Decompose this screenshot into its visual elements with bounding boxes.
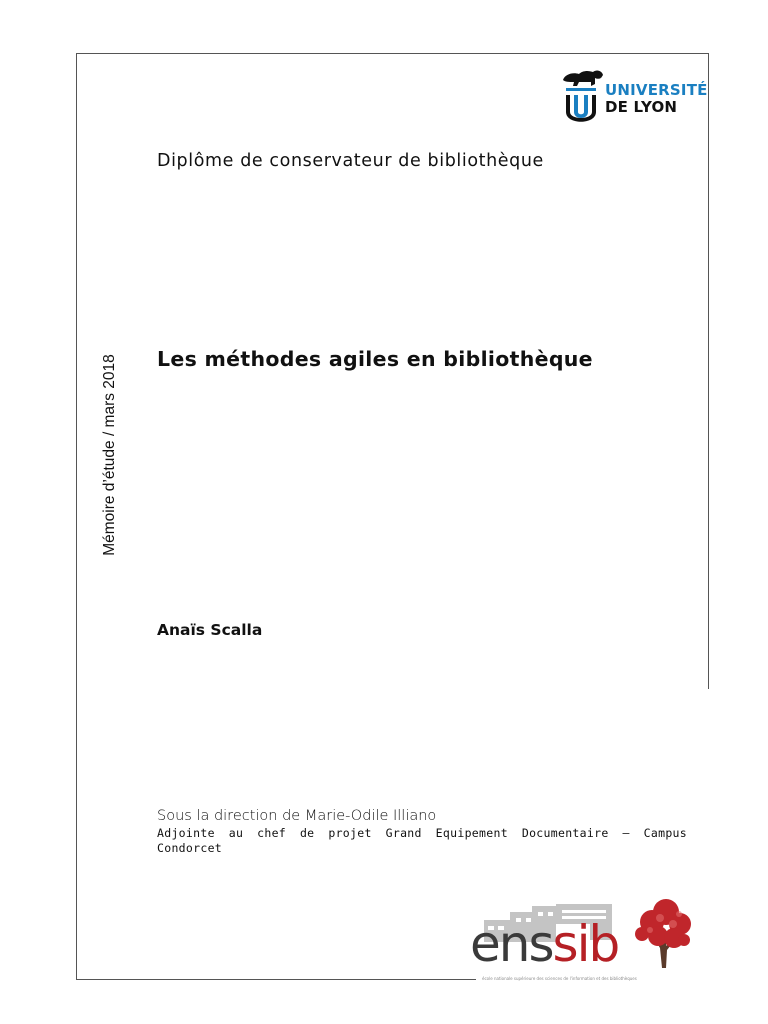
enssib-tagline: école nationale supérieure des sciences de l'information et des bibliothèques [482, 976, 637, 981]
page-frame-left [76, 53, 77, 980]
diploma-heading: Diplôme de conservateur de bibliothèque [157, 151, 544, 171]
page-frame-bottom [76, 979, 476, 980]
de-lyon-label: DE LYON [605, 98, 678, 116]
enssib-sib-part: sib [552, 915, 619, 973]
universite-label: UNIVERSITÉ [605, 81, 708, 99]
page-frame-right [708, 53, 709, 689]
side-label: Mémoire d’étude / mars 2018 [101, 354, 118, 556]
director-role: Adjointe au chef de projet Grand Equipement Documentaire – Campus Condorcet [157, 826, 687, 855]
u-emblem-icon [557, 64, 605, 130]
enssib-logo [470, 898, 692, 984]
page-frame-top [76, 53, 709, 54]
document-title: Les méthodes agiles en bibliothèque [157, 347, 593, 371]
author-name: Anaïs Scalla [157, 621, 263, 639]
universite-de-lyon-logo [557, 64, 708, 130]
enssib-wordmark [470, 916, 618, 972]
supervision-line: Sous la direction de Marie-Odile Illiano [157, 808, 437, 824]
enssib-ens-part: ens [470, 915, 553, 973]
